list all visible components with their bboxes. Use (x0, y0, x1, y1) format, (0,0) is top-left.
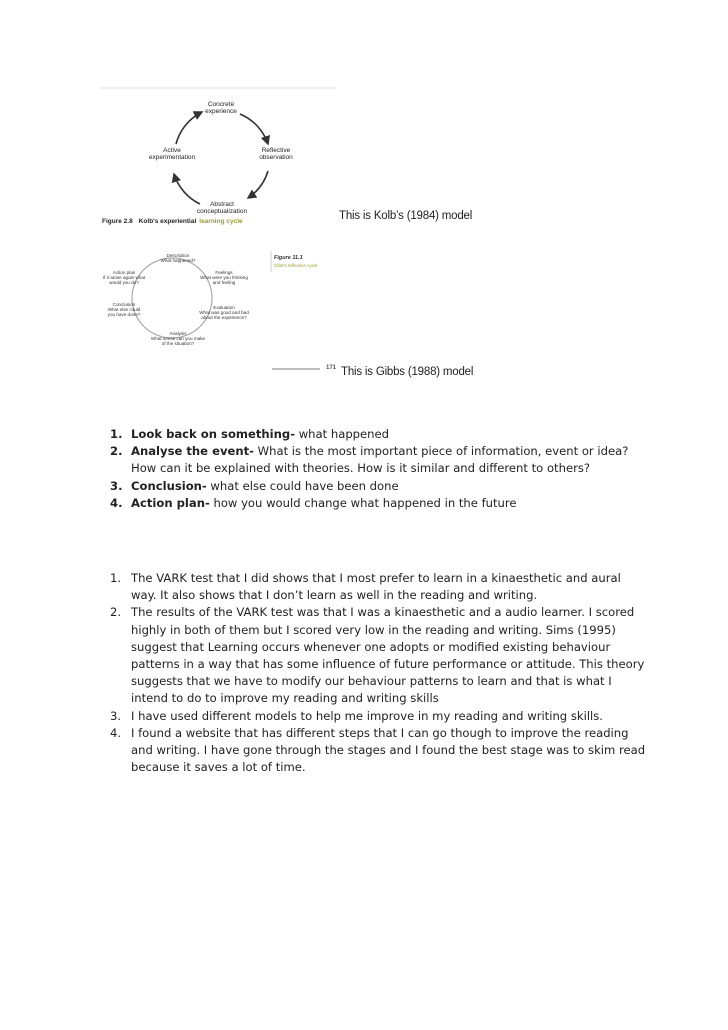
list-item (110, 426, 650, 443)
reflection-text: I found a website that has different steps that I can go though to improve the reading and writing. I have gone through the stages and I found the best stage was to skim read because it saves a lot of time. (131, 725, 646, 775)
gibbs-page-number: 171 (326, 365, 337, 371)
step-text: What is the most important piece of information, event or idea? How can it be explained with theories. How is it similar and different to others? (131, 444, 629, 476)
list-number: 1. (110, 571, 122, 585)
gibbs-node-feelings: Feelings What were you thinking and feeling (200, 270, 248, 285)
reflection-text: The VARK test that I did shows that I most prefer to learn in a kinaesthetic and aural way. It also shows that I don’t learn as well in the reading and writing. (131, 571, 621, 603)
kolb-figure-title-highlight: learning cycle (199, 218, 243, 225)
gibbs-page-footer (272, 360, 342, 374)
kolb-node-concrete: Concrete experience (205, 101, 237, 115)
reflection-text: I have used different models to help me improve in my reading and writing skills. (131, 708, 603, 723)
reflection-steps-list (110, 426, 650, 512)
step-text: what happened (295, 427, 390, 441)
list-number: 2. (110, 444, 123, 459)
list-item (110, 604, 650, 707)
step-title: Analyse the event- (131, 444, 254, 459)
gibbs-node-conclusion: Conclusion What else could you have done? (107, 302, 141, 317)
kolb-figure-title: Kolb's experiential (138, 218, 197, 225)
reflection-text: The results of the VARK test was that I was a kinaesthetic and a audio learner. I scored highly in both of them but I scored very low in the reading and writing. Sims (1995) suggest that Learning occurs whenever one adopts or modified existing behaviour patterns in a way that has some influence of future performance or attitude. This theory suggests that we have to modify our behaviour patterns to learn and that is what I intend to do to improve my reading and writing skills (131, 605, 645, 706)
kolb-node-active: Active experimentation (148, 147, 196, 161)
list-item (110, 725, 650, 777)
kolb-cycle-diagram (100, 86, 340, 236)
list-number: 4. (110, 495, 123, 510)
list-number: 3. (110, 478, 123, 493)
svg-text:Figure 2.8Kolb's experientiall (102, 218, 243, 225)
gibbs-cycle-diagram (100, 246, 250, 356)
step-text: how you would change what happened in the future (209, 495, 517, 510)
list-item (110, 443, 650, 477)
kolb-node-reflective: Reflective observation (259, 147, 293, 161)
list-item (110, 708, 650, 725)
gibbs-figure-label-block (270, 250, 330, 274)
gibbs-node-description: Description What happened? (160, 253, 196, 263)
list-number: 2. (110, 605, 122, 620)
list-item (110, 478, 650, 495)
kolb-node-abstract: Abstract conceptualization (196, 201, 248, 215)
step-title: Look back on something- (131, 427, 296, 441)
gibbs-node-analysis: Analysis What sense can you make of the situation? (150, 331, 206, 346)
gibbs-figure-label: Figure 11.1 (274, 255, 303, 261)
step-text: what else could have been done (206, 478, 399, 493)
list-item (110, 495, 650, 512)
reflection-notes-list (110, 570, 650, 776)
list-item (110, 570, 650, 604)
kolb-figure-label: Figure 2.8 (102, 218, 133, 225)
step-title: Conclusion- (131, 478, 207, 493)
list-number: 4. (110, 725, 122, 740)
kolb-caption: This is Kolb’s (1984) model (339, 210, 473, 222)
gibbs-node-evaluation: Evaluation What was good and bad about the experience? (199, 305, 249, 320)
gibbs-caption: This is Gibbs (1988) model (341, 366, 474, 378)
list-number: 3. (110, 708, 122, 723)
gibbs-node-action: Action plan If it arose again what would you do? (102, 270, 146, 285)
step-title: Action plan- (131, 495, 210, 510)
list-number: 1. (110, 427, 123, 441)
gibbs-figure-sub: Gibb's reflective cycle (274, 263, 318, 268)
